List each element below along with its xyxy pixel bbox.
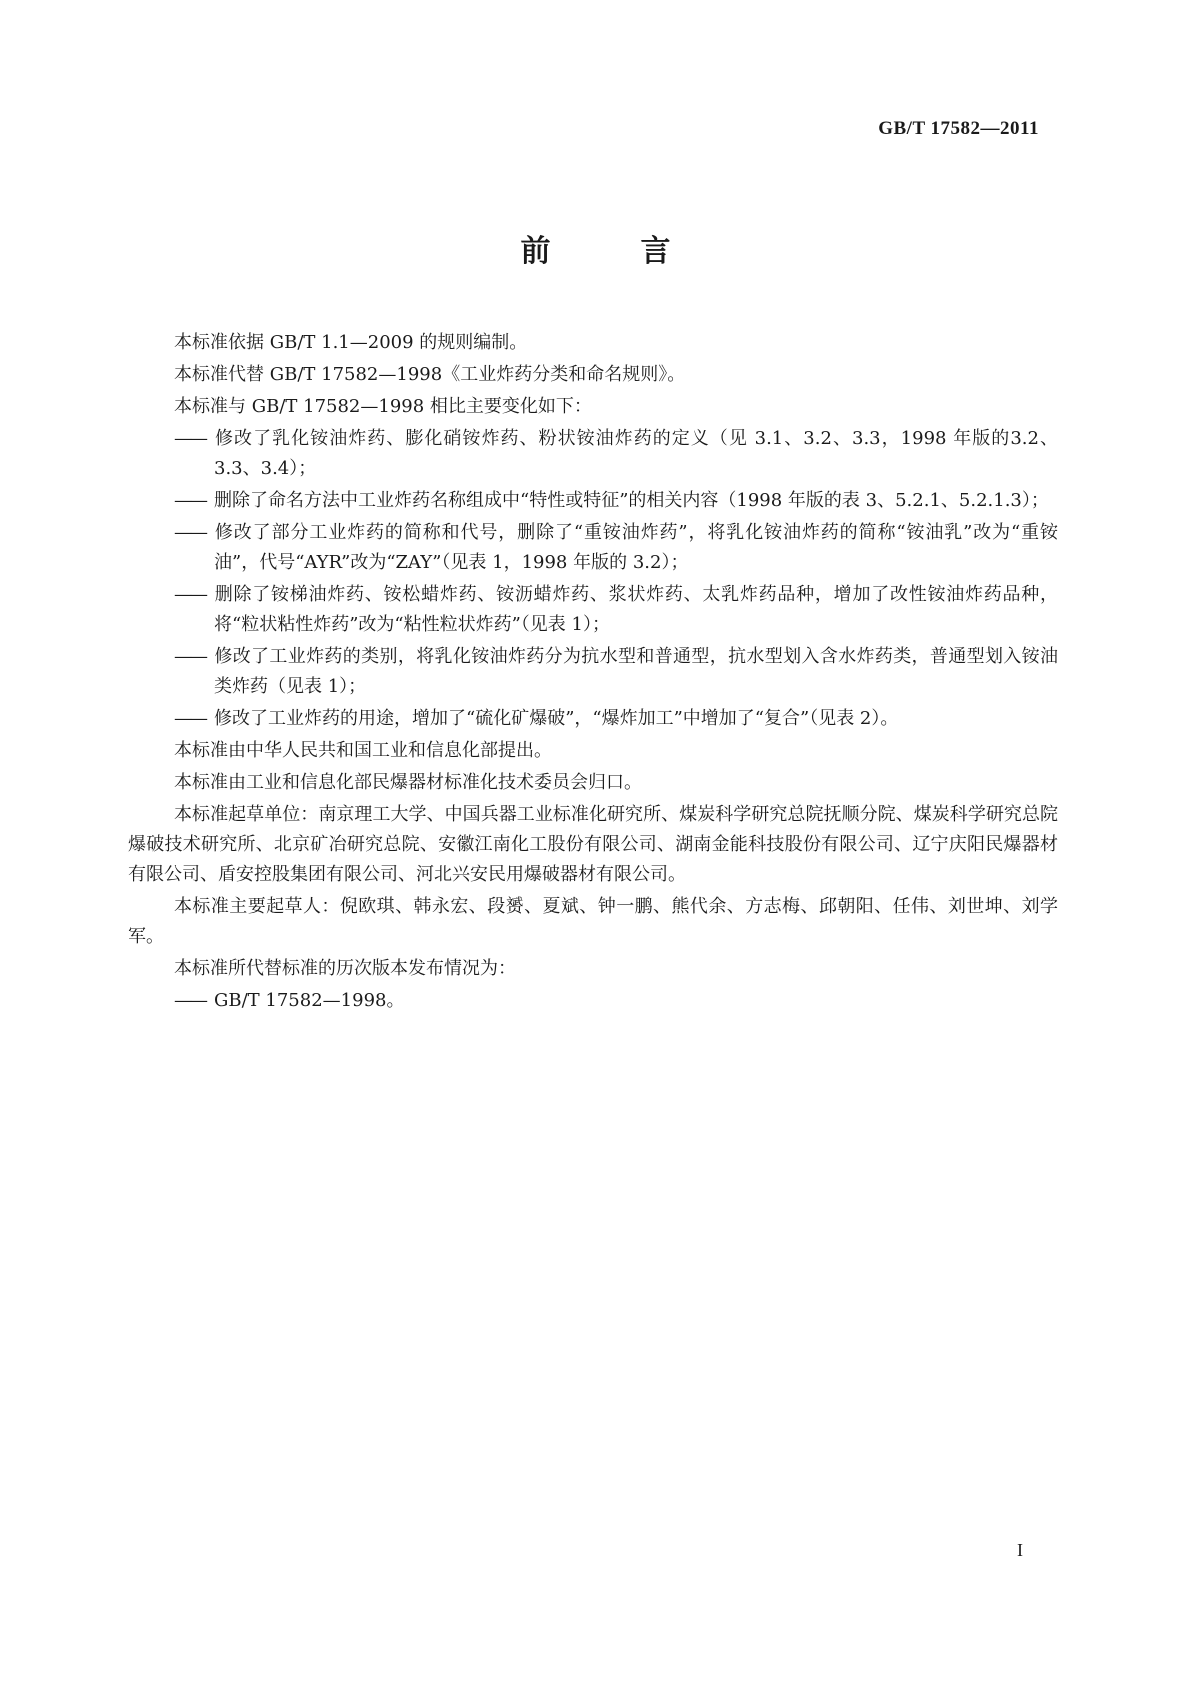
dash-mark: —— [174, 646, 206, 667]
paragraph-changes-intro: 本标准与 GB/T 17582—1998 相比主要变化如下： [174, 396, 592, 417]
paragraph-proposer: 本标准由中华人民共和国工业和信息化部提出。 [174, 740, 552, 761]
dash-mark: —— [174, 490, 206, 511]
dash-mark: —— [174, 990, 206, 1011]
dash-mark: —— [174, 428, 206, 449]
change-text: 修改了工业炸药的类别，将乳化铵油炸药分为抗水型和普通型，抗水型划入含水炸药类，普通型划入铵油类炸药（见表 1）； [214, 646, 1058, 697]
change-item [128, 642, 1058, 702]
history-text: GB/T 17582—1998。 [214, 990, 405, 1011]
standard-code-header: GB/T 17582—2011 [878, 118, 1039, 139]
change-text: 修改了部分工业炸药的简称和代号，删除了“重铵油炸药”，将乳化铵油炸药的简称“铵油乳”改为“重铵油”，代号“AYR”改为“ZAY”（见表 1，1998 年版的 3.2）； [214, 522, 1058, 573]
change-item [128, 518, 1058, 578]
change-item [128, 580, 1058, 640]
change-text: 删除了铵梯油炸药、铵松蜡炸药、铵沥蜡炸药、浆状炸药、太乳炸药品种，增加了改性铵油炸药品种，将“粒状粘性炸药”改为“粘性粒状炸药”（见表 1）； [214, 584, 1058, 635]
paragraph-drafters: 本标准主要起草人：倪欧琪、韩永宏、段赟、夏斌、钟一鹏、熊代余、方志梅、邱朝阳、任伟、刘世坤、刘学军。 [128, 896, 1058, 947]
change-item [128, 424, 1058, 484]
change-item [128, 704, 1058, 734]
change-text: 删除了命名方法中工业炸药名称组成中“特性或特征”的相关内容（1998 年版的表 3、5.2.1、5.2.1.3）； [214, 490, 1049, 511]
change-text: 修改了乳化铵油炸药、膨化硝铵炸药、粉状铵油炸药的定义（见 3.1、3.2、3.3，1998 年版的3.2、3.3、3.4）； [214, 428, 1058, 479]
dash-mark: —— [174, 522, 206, 543]
change-item [128, 486, 1058, 516]
paragraph-basis: 本标准依据 GB/T 1.1—2009 的规则编制。 [174, 332, 528, 353]
page-number: I [1017, 1540, 1023, 1560]
paragraph-replaces: 本标准代替 GB/T 17582—1998《工业炸药分类和命名规则》。 [174, 364, 686, 385]
dash-mark: —— [174, 584, 206, 605]
page-title: 前 言 [520, 234, 701, 269]
history-item [128, 986, 1058, 1016]
paragraph-history-intro: 本标准所代替标准的历次版本发布情况为： [174, 958, 516, 979]
foreword-body [128, 328, 1058, 1018]
dash-mark: —— [174, 708, 206, 729]
paragraph-committee: 本标准由工业和信息化部民爆器材标准化技术委员会归口。 [174, 772, 642, 793]
change-text: 修改了工业炸药的用途，增加了“硫化矿爆破”，“爆炸加工”中增加了“复合”（见表 2）。 [214, 708, 899, 729]
paragraph-drafting-units: 本标准起草单位：南京理工大学、中国兵器工业标准化研究所、煤炭科学研究总院抚顺分院、煤炭科学研究总院爆破技术研究所、北京矿冶研究总院、安徽江南化工股份有限公司、湖南金能科技股份有限公司、辽宁庆阳民爆器材有限公司、盾安控股集团有限公司、河北兴安民用爆破器材有限公司。 [128, 804, 1058, 885]
